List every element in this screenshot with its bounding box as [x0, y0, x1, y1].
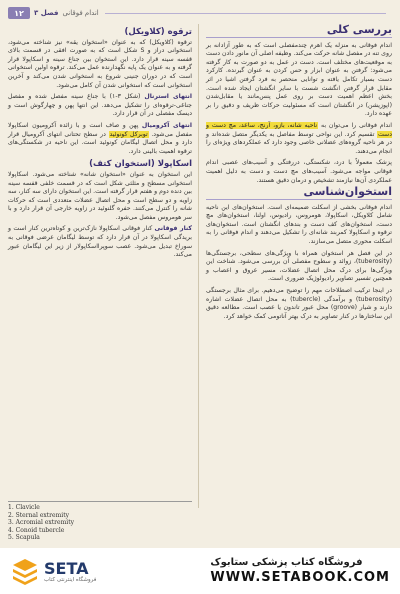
logo-word: SETA: [44, 558, 89, 578]
footnote-item: 3. Acromial extremity: [8, 519, 74, 527]
store-banner: [0, 548, 400, 594]
part-label: اندام فوقانی: [62, 9, 99, 17]
book-stack-icon: [10, 556, 40, 586]
regions-highlight: ناحیه شانه، بازو، آرنج، ساعد، مچ دست و دست: [206, 121, 392, 138]
right-column: [206, 24, 392, 548]
store-url-link[interactable]: WWW.SETABOOK.COM: [210, 570, 390, 585]
page-number: ۱۲: [8, 7, 30, 19]
store-name: فروشگاه کتاب پزشکی ستابوک: [210, 557, 363, 568]
superior-border-heading: کنار فوقانی: [154, 225, 193, 233]
header-rule: [105, 13, 386, 14]
footnote-item: 4. Conoid tubercle: [8, 526, 65, 534]
page-header: [8, 6, 392, 20]
clavicle-title: ترقوه (کلاویکل): [124, 27, 192, 37]
acromial-heading: انتهای آکرومیال: [141, 121, 192, 129]
seta-logo[interactable]: [10, 556, 96, 586]
overview-paragraph-2: [206, 122, 392, 156]
footnote-item: 2. Sternal extremity: [8, 511, 70, 519]
acromial-text: پهن و صاف است و با زائده آکرومیون اسکاپولا مفصل می‌شود.: [8, 121, 193, 138]
scapula-title: اسکاپولا (استخوان کتف): [89, 159, 192, 170]
column-divider: [198, 24, 199, 508]
osteology-paragraph-2: در این فصل هر استخوان همراه با ویژگی‌های سطحی، برجستگی‌ها (tuberosity)، زوائد و سطوح مفصلی آن بررسی می‌شود. شناخت این ویژگی‌ها برای درک محل اتصال عضلات، مسیر عروق و اعصاب و همچنین تفسیر تصاویر رادیولوژیک ضروری است.: [206, 249, 392, 283]
osteology-paragraph-3: در اینجا ترکیب اصطلاحات مهم را توضیح می‌دهیم. برای مثال برجستگی (tuberosity) و برآمدگی (tubercle) به محل اتصال عضلات اشاره دارند و شیار (groove) محل عبور تاندون یا عصب است. مطالعه دقیق این ساختارها در کنار تصاویر به درک بهتر آناتومی کمک خواهد کرد.: [206, 287, 392, 320]
footnotes: [8, 501, 192, 542]
conoid-highlight: توبرکل کونوئید: [109, 130, 148, 138]
chapter-label: فصل ۳: [34, 9, 59, 17]
overview-p2-lead: اندام فوقانی را می‌توان به: [321, 121, 393, 129]
scapula-paragraph: این استخوان به عنوان «استخوان شانه» شناخته می‌شود. اسکاپولا استخوانی مسطح و مثلثی شکل است که در قسمت خلفی قفسه سینه بین دنده دوم و هفتم قرار گرفته است. این استخوان دارای سه کنار، سه زاویه و دو سطح است و محل اتصال عضلات متعددی است که حرکات شانه را کنترل می‌کنند. حفره گلنوئید در زاویه خارجی آن قرار دارد و با سر هومروس مفصل می‌شود.: [8, 170, 192, 221]
sternal-paragraph: [8, 93, 192, 119]
osteology-paragraph-1: اندام فوقانی بخشی از اسکلت ضمیمه‌ای است. استخوان‌های این ناحیه شامل کلاویکل، اسکاپولا، هومروس، رادیوس، اولنا، استخوان‌های مچ دست، استخوان‌های کف دست و بندهای انگشتان است. استخوان‌های ترقوه و اسکاپولا کمربند شانه‌ای را تشکیل می‌دهند و اندام فوقانی را به اسکلت محوری متصل می‌سازند.: [206, 203, 392, 246]
acromial-paragraph: [8, 122, 192, 156]
sternal-text: (شکل ۳-۱) با جناغ سینه مفصل شده و مفصل جناغی-ترقوه‌ای را تشکیل می‌دهد. این انتها پهن و چهارگوش است و دیسک مفصلی در آن قرار دارد.: [8, 93, 192, 118]
logo-subtitle: فروشگاه اینترنتی کتاب: [44, 576, 97, 583]
acromial-text-2: در سطح تحتانی انتهای آکرومیال قرار دارد و محل اتصال لیگامان کونوئید است. این ناحیه در شکستگی‌های ترقوه اهمیت بالینی دارد.: [8, 130, 192, 155]
left-column: [8, 24, 192, 548]
footnote-item: 5. Scapula: [8, 534, 40, 542]
superior-border-paragraph: [8, 225, 192, 259]
overview-p2-rest: تقسیم کرد. این نواحی توسط مفاصل به یکدیگر متصل شده‌اند و در هر ناحیه گروه‌های عضلانی خاصی وجود دارد که عملکردهای ویژه‌ای را انجام می‌دهند.: [206, 130, 392, 155]
osteology-title: استخوان‌شناسی: [206, 188, 392, 200]
logo-text: [44, 560, 96, 583]
sternal-heading: انتهای استرنال: [144, 93, 192, 101]
superior-border-text: کنار فوقانی اسکاپولا نازک‌ترین و کوتاه‌ترین کنار است و بریدگی اسکاپولا در آن قرار دارد که توسط لیگامان عرضی فوقانی به سوراخ تبدیل می‌شود. عصب سوپرااسکاپولار از زیر این لیگامان عبور می‌کند.: [8, 225, 192, 259]
overview-paragraph-1: اندام فوقانی به منزله یک اهرم چندمفصلی است که به طور آزادانه بر روی تنه در مفصل شانه حرکت می‌کند. وظیفه اصلی آن مانور دادن دست به موقعیت‌های مختلف است. دست در عمل به دو صورت به کار گرفته می‌شود: گرفتن به عنوان ابزار و حس کردن به عنوان گیرنده. کارکرد دست بسیار تکامل یافته و توانایی منحصر به فرد گرفتن اشیا در اثر مقابل قرار گرفتن انگشت شست با سایر انگشتان ایجاد شده است. بخش اعظم اهمیت دست بر روی عمل پنس‌مانند یا مقابل‌شدن (اپوزیشن) در انگشتان است که مسئولیت حرکات ظریف و دقیق را بر عهده دارد.: [206, 41, 392, 118]
overview-title: بررسی کلی: [206, 26, 392, 38]
footnote-item: 1. Clavicle: [8, 504, 40, 512]
clavicle-paragraph: ترقوه (کلاویکل) که به عنوان «استخوان یقه» نیز شناخته می‌شود، استخوانی دراز و S شکل است که به صورت افقی در قسمت بالای قفسه سینه قرار دارد. این استخوان بین جناغ سینه و اسکاپولا قرار گرفته و به عنوان یک پایه نگهدارنده عمل می‌کند. ترقوه اولین استخوانی است که در دوران جنینی شروع به استخوانی شدن می‌کند و آخرین استخوانی است که استخوانی شدن آن کامل می‌شود.: [8, 38, 192, 89]
overview-paragraph-3: پزشک معمولاً با درد، شکستگی، دررفتگی و آسیب‌های عصبی اندام فوقانی مواجه می‌شود. آسیب‌های مچ دست و دست به دلیل اهمیت عملکردی آن‌ها نیازمند تشخیص و درمان دقیق هستند.: [206, 159, 392, 184]
store-info: [210, 557, 390, 585]
